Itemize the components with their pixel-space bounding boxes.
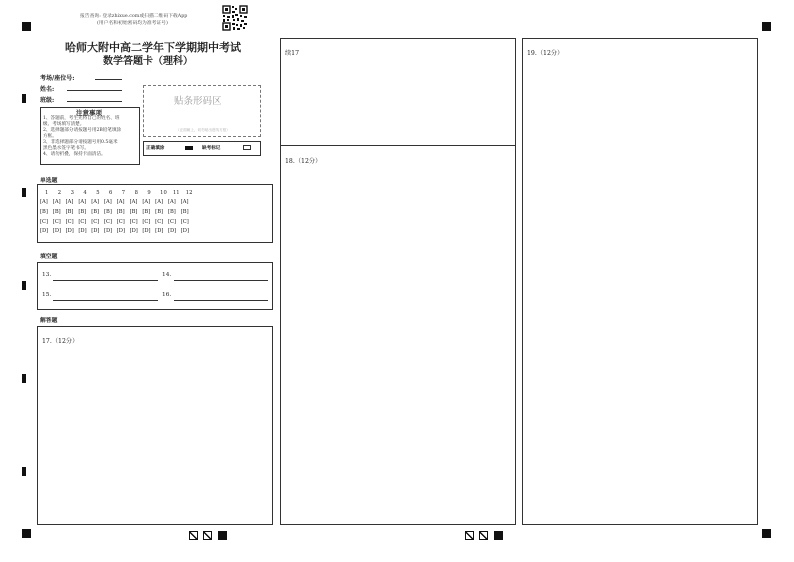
answer-section-label: 解答题	[40, 318, 58, 324]
barcode-title: 贴条形码区	[174, 96, 222, 107]
bubble-b[interactable]: [B]	[155, 209, 164, 215]
bubble-d[interactable]: [D]	[180, 228, 189, 234]
bubble-c[interactable]: [C]	[142, 219, 151, 225]
notes-line: 方框。	[43, 134, 57, 139]
side-mark	[22, 94, 26, 103]
q19-answer-box[interactable]	[522, 38, 758, 525]
fill-blank-label: 填空题	[40, 254, 58, 260]
notes-line: 级、考场填写清楚。	[43, 122, 85, 127]
bubble-d[interactable]: [D]	[65, 228, 74, 234]
missing-mark-label: 缺考标记	[202, 146, 221, 151]
bubble-b[interactable]: [B]	[65, 209, 74, 215]
bubble-a[interactable]: [A]	[116, 199, 125, 205]
bubble-b[interactable]: [B]	[103, 209, 112, 215]
bubble-a[interactable]: [A]	[155, 199, 163, 205]
page-mark-hatched	[203, 531, 212, 540]
option-row-a	[40, 199, 194, 205]
bubble-c[interactable]: [C]	[129, 219, 138, 225]
notes-line: 1、答题前，考生先将自己的姓名、班	[43, 116, 120, 121]
missing-mark-box[interactable]	[243, 145, 251, 150]
bubble-a[interactable]: [A]	[40, 199, 48, 205]
report-notice: 报告查询: 登录zhixue.com或扫描二维码下载App	[80, 14, 188, 19]
room-seat-field[interactable]	[95, 79, 122, 80]
blank-16-label: 16.	[162, 292, 172, 298]
bubble-c[interactable]: [C]	[52, 219, 61, 225]
blank-16-field[interactable]	[174, 300, 268, 301]
corner-mark-top-left	[22, 22, 31, 31]
blank-14-field[interactable]	[174, 280, 268, 281]
option-row-b	[40, 209, 194, 215]
bubble-c[interactable]: [C]	[78, 219, 87, 225]
blank-14-label: 14.	[162, 272, 172, 278]
question-number: 10	[160, 190, 167, 196]
bubble-d[interactable]: [D]	[155, 228, 164, 234]
bubble-d[interactable]: [D]	[52, 228, 62, 234]
question-number: 2	[57, 190, 62, 196]
blank-13-field[interactable]	[53, 280, 158, 281]
question-number: 3	[70, 190, 74, 196]
q17-label: 17.（12分）	[42, 338, 79, 345]
q18-label: 18.（12分）	[285, 158, 322, 165]
class-label: 班级:	[40, 97, 55, 104]
notes-line: 3、非选择题部分请按题号用0.5毫米	[43, 140, 118, 145]
bubble-d[interactable]: [D]	[91, 228, 100, 234]
bubble-c[interactable]: [C]	[180, 219, 189, 225]
page-mark-solid	[218, 531, 227, 540]
bubble-a[interactable]: [A]	[129, 199, 138, 205]
side-mark	[22, 374, 26, 383]
corner-mark-bottom-right	[762, 529, 771, 538]
bubble-a[interactable]: [A]	[65, 199, 74, 205]
bubble-c[interactable]: [C]	[65, 219, 74, 225]
page-mark-hatched	[479, 531, 488, 540]
question-number: 12	[185, 190, 193, 196]
bubble-b[interactable]: [B]	[78, 209, 87, 215]
bubble-c[interactable]: [C]	[91, 219, 100, 225]
bubble-d[interactable]: [D]	[167, 228, 177, 234]
bubble-b[interactable]: [B]	[52, 209, 61, 215]
bubble-c[interactable]: [C]	[155, 219, 164, 225]
bubble-a[interactable]: [A]	[52, 199, 61, 205]
correct-fill-sample	[185, 146, 193, 150]
bubble-d[interactable]: [D]	[78, 228, 87, 234]
notes-title: 注意事项	[76, 109, 102, 117]
corner-mark-top-right	[762, 22, 771, 31]
question-number: 5	[96, 190, 100, 196]
notes-line: 黑色墨水签字笔书写。	[43, 146, 89, 151]
bubble-a[interactable]: [A]	[78, 199, 87, 205]
bubble-d[interactable]: [D]	[129, 228, 138, 234]
question-number: 1	[45, 190, 49, 196]
bubble-a[interactable]: [A]	[167, 199, 176, 205]
page-mark-hatched	[189, 531, 198, 540]
q17-continued-box[interactable]	[280, 38, 516, 146]
question-numbers-row	[45, 190, 199, 196]
bubble-c[interactable]: [C]	[116, 219, 125, 225]
blank-15-label: 15.	[42, 292, 52, 298]
blank-15-field[interactable]	[53, 300, 158, 301]
report-notice-sub: (用户名和初始密码均为准考证号)	[97, 21, 168, 26]
bubble-b[interactable]: [B]	[142, 209, 151, 215]
bubble-b[interactable]: [B]	[180, 209, 189, 215]
class-field[interactable]	[67, 101, 122, 102]
bubble-a[interactable]: [A]	[180, 199, 189, 205]
q17-answer-box[interactable]	[37, 326, 273, 525]
exam-subtitle: 数学答题卡（理科）	[103, 56, 193, 67]
qr-code-icon	[222, 5, 248, 31]
option-row-d	[40, 228, 194, 234]
bubble-d[interactable]: [D]	[116, 228, 125, 234]
bubble-c[interactable]: [C]	[40, 219, 49, 225]
question-number: 7	[121, 190, 126, 196]
bubble-c[interactable]: [C]	[167, 219, 176, 225]
q19-label: 19.（12分）	[527, 50, 564, 57]
side-mark	[22, 467, 26, 476]
side-mark	[22, 188, 26, 197]
q17-continued-label: 续17	[285, 50, 300, 57]
fill-blank-box	[37, 262, 273, 310]
single-choice-label: 单选题	[40, 178, 58, 184]
question-number: 8	[134, 190, 138, 196]
bubble-a[interactable]: [A]	[142, 199, 151, 205]
bubble-a[interactable]: [A]	[91, 199, 99, 205]
bubble-b[interactable]: [B]	[40, 209, 48, 215]
bubble-a[interactable]: [A]	[103, 199, 112, 205]
page-mark-hatched	[465, 531, 474, 540]
bubble-d[interactable]: [D]	[103, 228, 113, 234]
notes-line: 4、请勿折叠，保持卡面清洁。	[43, 152, 106, 157]
name-field[interactable]	[67, 90, 122, 91]
bubble-c[interactable]: [C]	[103, 219, 113, 225]
bubble-b[interactable]: [B]	[116, 209, 125, 215]
side-mark	[22, 281, 26, 290]
bubble-b[interactable]: [B]	[91, 209, 100, 215]
page-mark-solid	[494, 531, 503, 540]
room-seat-label: 考场/座位号:	[40, 75, 75, 82]
barcode-hint: （正面朝上，切勿贴出虚线方框）	[176, 128, 230, 132]
question-number: 4	[83, 190, 87, 196]
bubble-d[interactable]: [D]	[142, 228, 151, 234]
correct-fill-label: 正确填涂	[146, 146, 165, 151]
bubble-b[interactable]: [B]	[129, 209, 138, 215]
blank-13-label: 13.	[42, 272, 52, 278]
bubble-d[interactable]: [D]	[40, 228, 49, 234]
corner-mark-bottom-left	[22, 529, 31, 538]
notes-lines	[43, 116, 121, 158]
question-number: 9	[147, 190, 151, 196]
question-number: 11	[172, 190, 180, 196]
option-row-c	[40, 219, 194, 225]
exam-title: 哈师大附中高二学年下学期期中考试	[65, 41, 241, 54]
name-label: 姓名:	[40, 86, 55, 93]
question-number: 6	[108, 190, 113, 196]
bubble-b[interactable]: [B]	[167, 209, 176, 215]
notes-line: 2、选择题部分请按题号用2B铅笔填涂	[43, 128, 122, 133]
q18-answer-box[interactable]	[280, 145, 516, 525]
